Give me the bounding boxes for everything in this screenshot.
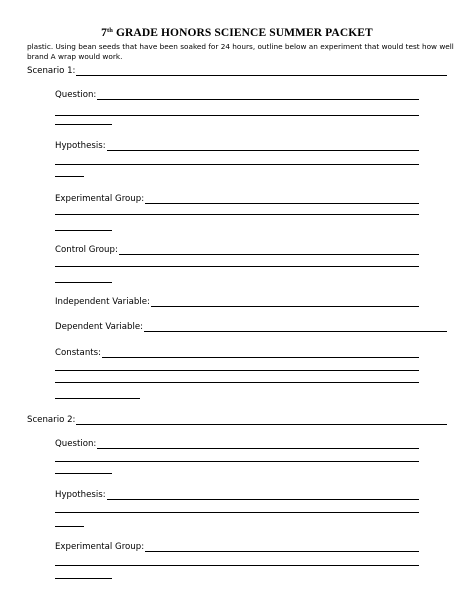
s1-independent-variable-blank[interactable] (151, 298, 419, 307)
s1-constants-line-2[interactable] (55, 370, 419, 371)
s1-hypothesis-blank[interactable] (107, 142, 419, 151)
s1-constants-label: Constants: (55, 348, 102, 358)
s2-hypothesis-label: Hypothesis: (55, 490, 106, 500)
intro-text: plastic. Using bean seeds that have been soaked for 24 hours, outline below an experiment that would test how well brand A wrap would work. (27, 42, 454, 61)
s1-experimental-group-label: Experimental Group: (55, 194, 145, 204)
scenario-2-blank[interactable] (76, 416, 447, 425)
s1-question-line-2[interactable] (55, 115, 419, 116)
s2-experimental-group-line-2[interactable] (55, 565, 419, 566)
s1-control-group-blank[interactable] (119, 246, 419, 255)
s2-hypothesis-line-2[interactable] (55, 512, 419, 513)
s2-experimental-group-row (55, 542, 419, 552)
s1-constants-line-3[interactable] (55, 382, 419, 383)
s2-experimental-group-line-3[interactable] (55, 578, 112, 579)
s2-question-line-2[interactable] (55, 461, 419, 462)
s1-constants-blank[interactable] (102, 349, 419, 358)
s1-control-group-line-3[interactable] (55, 282, 112, 283)
s1-question-row (55, 90, 419, 100)
scenario-1-blank[interactable] (76, 67, 447, 76)
s2-question-line-3[interactable] (55, 473, 112, 474)
s1-hypothesis-line-3[interactable] (55, 176, 84, 177)
s1-constants-line-4[interactable] (55, 398, 140, 399)
s1-hypothesis-row (55, 141, 419, 151)
s1-dependent-variable-label: Dependent Variable: (55, 322, 144, 332)
s1-constants-row (55, 348, 419, 358)
s1-independent-variable-label: Independent Variable: (55, 297, 150, 307)
s2-hypothesis-row (55, 490, 419, 500)
title-prefix: 7 (101, 27, 108, 39)
page-title (0, 27, 474, 39)
s2-question-row (55, 439, 419, 449)
s1-hypothesis-label: Hypothesis: (55, 141, 106, 151)
s1-question-line-3[interactable] (55, 124, 112, 125)
scenario-2-row (27, 415, 447, 425)
s1-dependent-variable-blank[interactable] (144, 323, 447, 332)
s1-experimental-group-line-3[interactable] (55, 230, 112, 231)
s1-control-group-line-2[interactable] (55, 266, 419, 267)
s1-control-group-row (55, 245, 419, 255)
s1-question-blank[interactable] (97, 91, 419, 100)
title-superscript: th (107, 27, 113, 34)
title-rest: GRADE HONORS SCIENCE SUMMER PACKET (113, 27, 373, 39)
s2-question-blank[interactable] (97, 440, 419, 449)
s1-independent-variable-row (55, 297, 419, 307)
s1-experimental-group-line-2[interactable] (55, 214, 419, 215)
s2-hypothesis-blank[interactable] (107, 491, 419, 500)
s1-experimental-group-blank[interactable] (145, 195, 419, 204)
s1-experimental-group-row (55, 194, 419, 204)
scenario-1-row (27, 66, 447, 76)
s1-dependent-variable-row (55, 322, 447, 332)
s2-experimental-group-label: Experimental Group: (55, 542, 145, 552)
s1-question-label: Question: (55, 90, 97, 100)
s2-question-label: Question: (55, 439, 97, 449)
s2-hypothesis-line-3[interactable] (55, 526, 84, 527)
scenario-2-label: Scenario 2: (27, 415, 76, 425)
s2-experimental-group-blank[interactable] (145, 543, 419, 552)
scenario-1-label: Scenario 1: (27, 66, 76, 76)
s1-control-group-label: Control Group: (55, 245, 118, 255)
s1-hypothesis-line-2[interactable] (55, 164, 419, 165)
